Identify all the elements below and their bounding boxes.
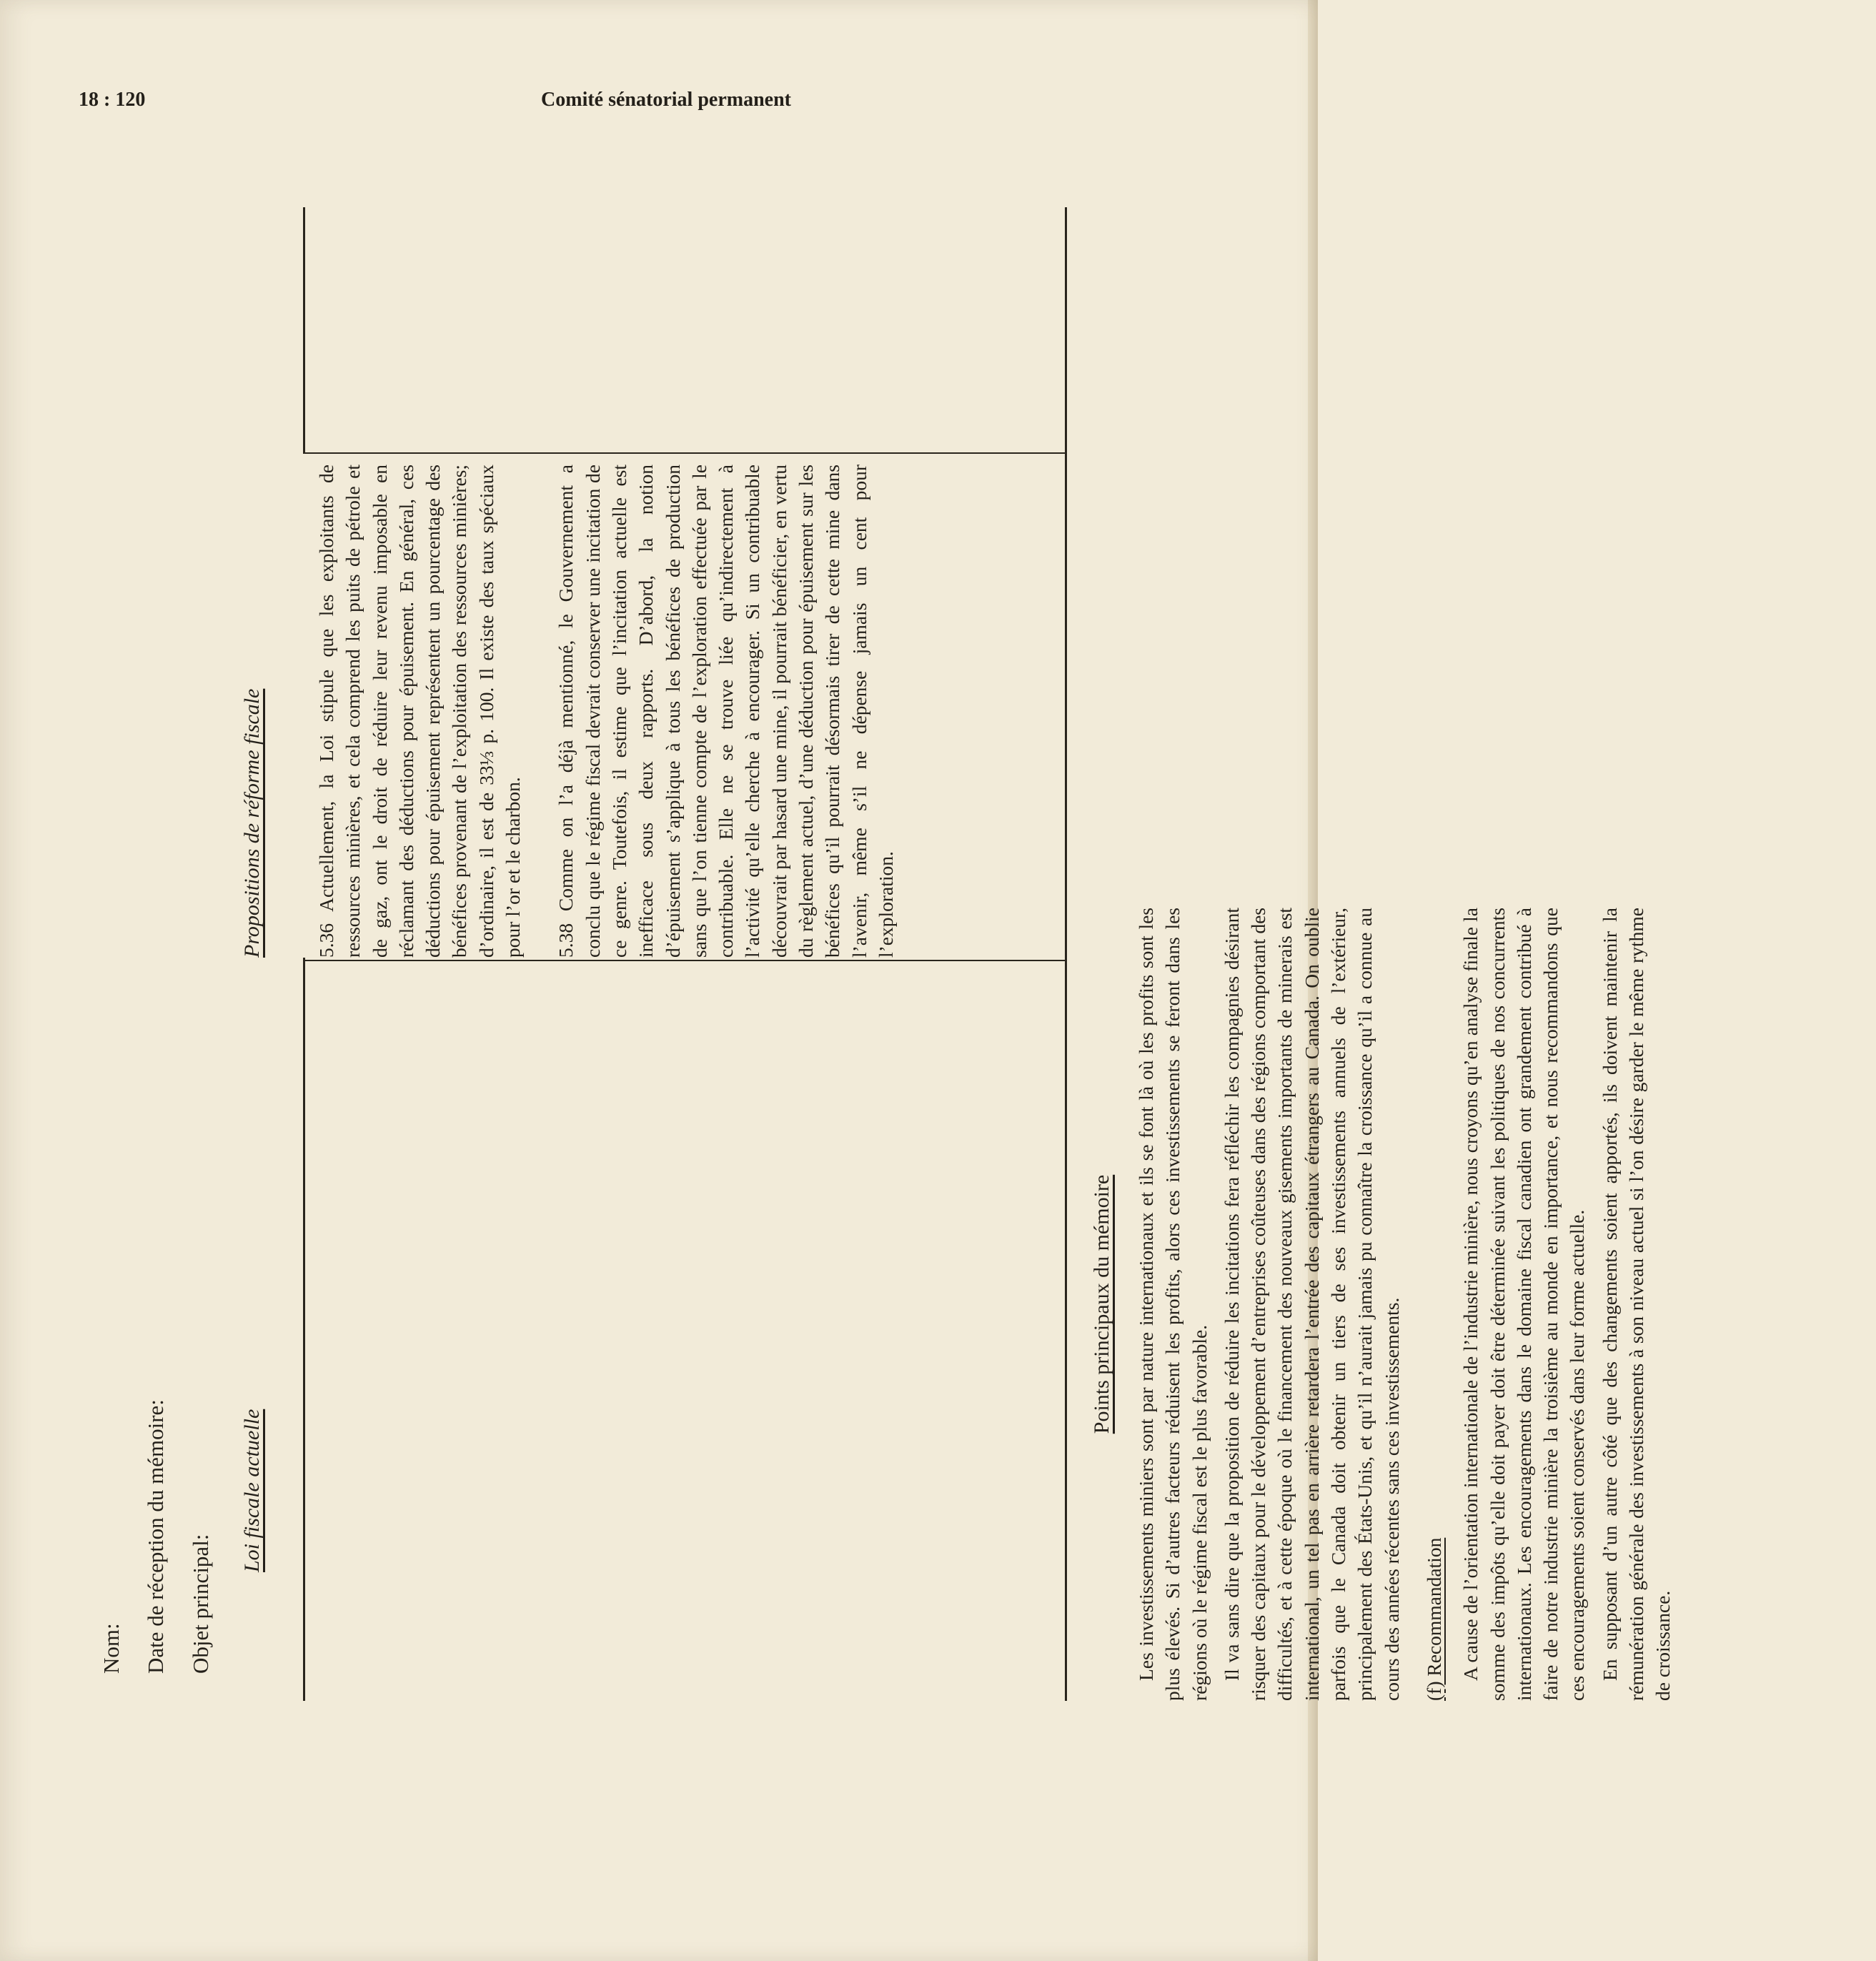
page-header bbox=[79, 89, 1254, 117]
points-paragraph: Il va sans dire que la proposition de réduire les incitations fera réfléchir les compagnies désirant risquer des capitaux pour le développement d’entreprises coûteuses dans des régions comportant des difficultés, et à cette époque où le financement des nouveaux gisements importants de minerais est international, un tel pas en arrière retardera l’entrée des capitaux étrangers au Canada. On oublie parfois que le Canada doit obtenir un tiers de ses investissements annuels de l’extérieur, principalement des États-Unis, et qu’il n’aurait jamais pu connaître la croissance qu’il a connue au cours des années récentes sans ces investissements. bbox=[1220, 908, 1403, 1701]
column-divider bbox=[303, 960, 1066, 961]
table-bottom-rule bbox=[1065, 207, 1067, 1701]
recommendation-heading: (f) Recommandation bbox=[1422, 1537, 1445, 1701]
column-divider bbox=[303, 452, 1066, 454]
recommendation-paragraph: En supposant d’un autre côté que des changements soient apportés, ils doivent maintenir la rémunération générale des investissements à son niveau actuel si l’on désire garder le même rythme de croissance. bbox=[1598, 908, 1674, 1701]
table-top-rule bbox=[303, 958, 305, 1701]
objet-label: Objet principal: bbox=[188, 1534, 213, 1674]
recommendation-paragraph: A cause de l’orientation internationale de l’industrie minière, nous croyons qu’en analyse finale la somme des impôts qu’elle doit payer doit être déterminée suivant les politiques de nos concurrents internationaux. Les encouragements dans le domaine fiscal canadien ont grandement contribué à faire de notre industrie minière la troisième au monde en importance, et nous recommandons que ces encouragements soient conservés dans leur forme actuelle. bbox=[1459, 908, 1589, 1701]
paragraph-5-38: 5.38 Comme on l’a déjà mentionné, le Gouvernement a conclu que le régime fiscal devrait conserver une incitation de ce genre. Toutefois, il estime que l’incitation actuelle est inefficace sous deux rapports. D’abord, la notion d’épuisement s’applique à tous les bénéfices de production sans que l’on tienne compte de l’exploration effectuée par le contribuable. Elle ne se trouve liée qu’indirectement à l’activité qu’elle cherche à encourager. Si un contribuable découvrait par hasard une mine, il pourrait bénéficier, en vertu du règlement actuel, d’une déduction pour épuisement sur les bénéfices qu’il pourrait désormais tirer de cette mine dans l’avenir, même s’il ne dépense jamais un cent pour l’exploration. bbox=[555, 465, 897, 958]
column-heading-points: Points principaux du mémoire bbox=[1090, 1174, 1113, 1434]
column-heading-propositions: Propositions de réforme fiscale bbox=[240, 688, 264, 958]
date-label: Date de réception du mémoire: bbox=[143, 1399, 168, 1674]
nom-label: Nom: bbox=[99, 1623, 124, 1674]
points-block bbox=[1090, 843, 1876, 1701]
points-paragraph: Les investissements miniers sont par nature internationaux et ils se font là où les profits sont les plus élevés. Si d’autres facteurs réduisent les profits, alors ces investissements se feront dans les régions où le régime fiscal est le plus favorable. bbox=[1135, 908, 1211, 1701]
propositions-column bbox=[313, 465, 925, 958]
rotated-page-body bbox=[99, 207, 1242, 1701]
table-top-rule-right bbox=[303, 207, 305, 454]
running-title: Comité sénatorial permanent bbox=[541, 89, 791, 111]
points-text bbox=[1133, 908, 1703, 1701]
page-number: 18 : 120 bbox=[79, 89, 146, 111]
column-heading-loi-actuelle: Loi fiscale actuelle bbox=[240, 1409, 264, 1572]
paragraph-5-36: 5.36 Actuellement, la Loi stipule que les exploitants de ressources minières, et cela comprend les puits de pétrole et de gaz, ont le droit de réduire leur revenu imposable en réclamant des déductions pour épuisement. En général, ces déductions pour épuisement représentent un pourcentage des bénéfices provenant de l’exploitation des ressources minières; d’ordinaire, il est de 33⅓ p. 100. Il existe des taux spéciaux pour l’or et le charbon. bbox=[315, 465, 525, 958]
recommendation-title bbox=[1421, 908, 1447, 1701]
